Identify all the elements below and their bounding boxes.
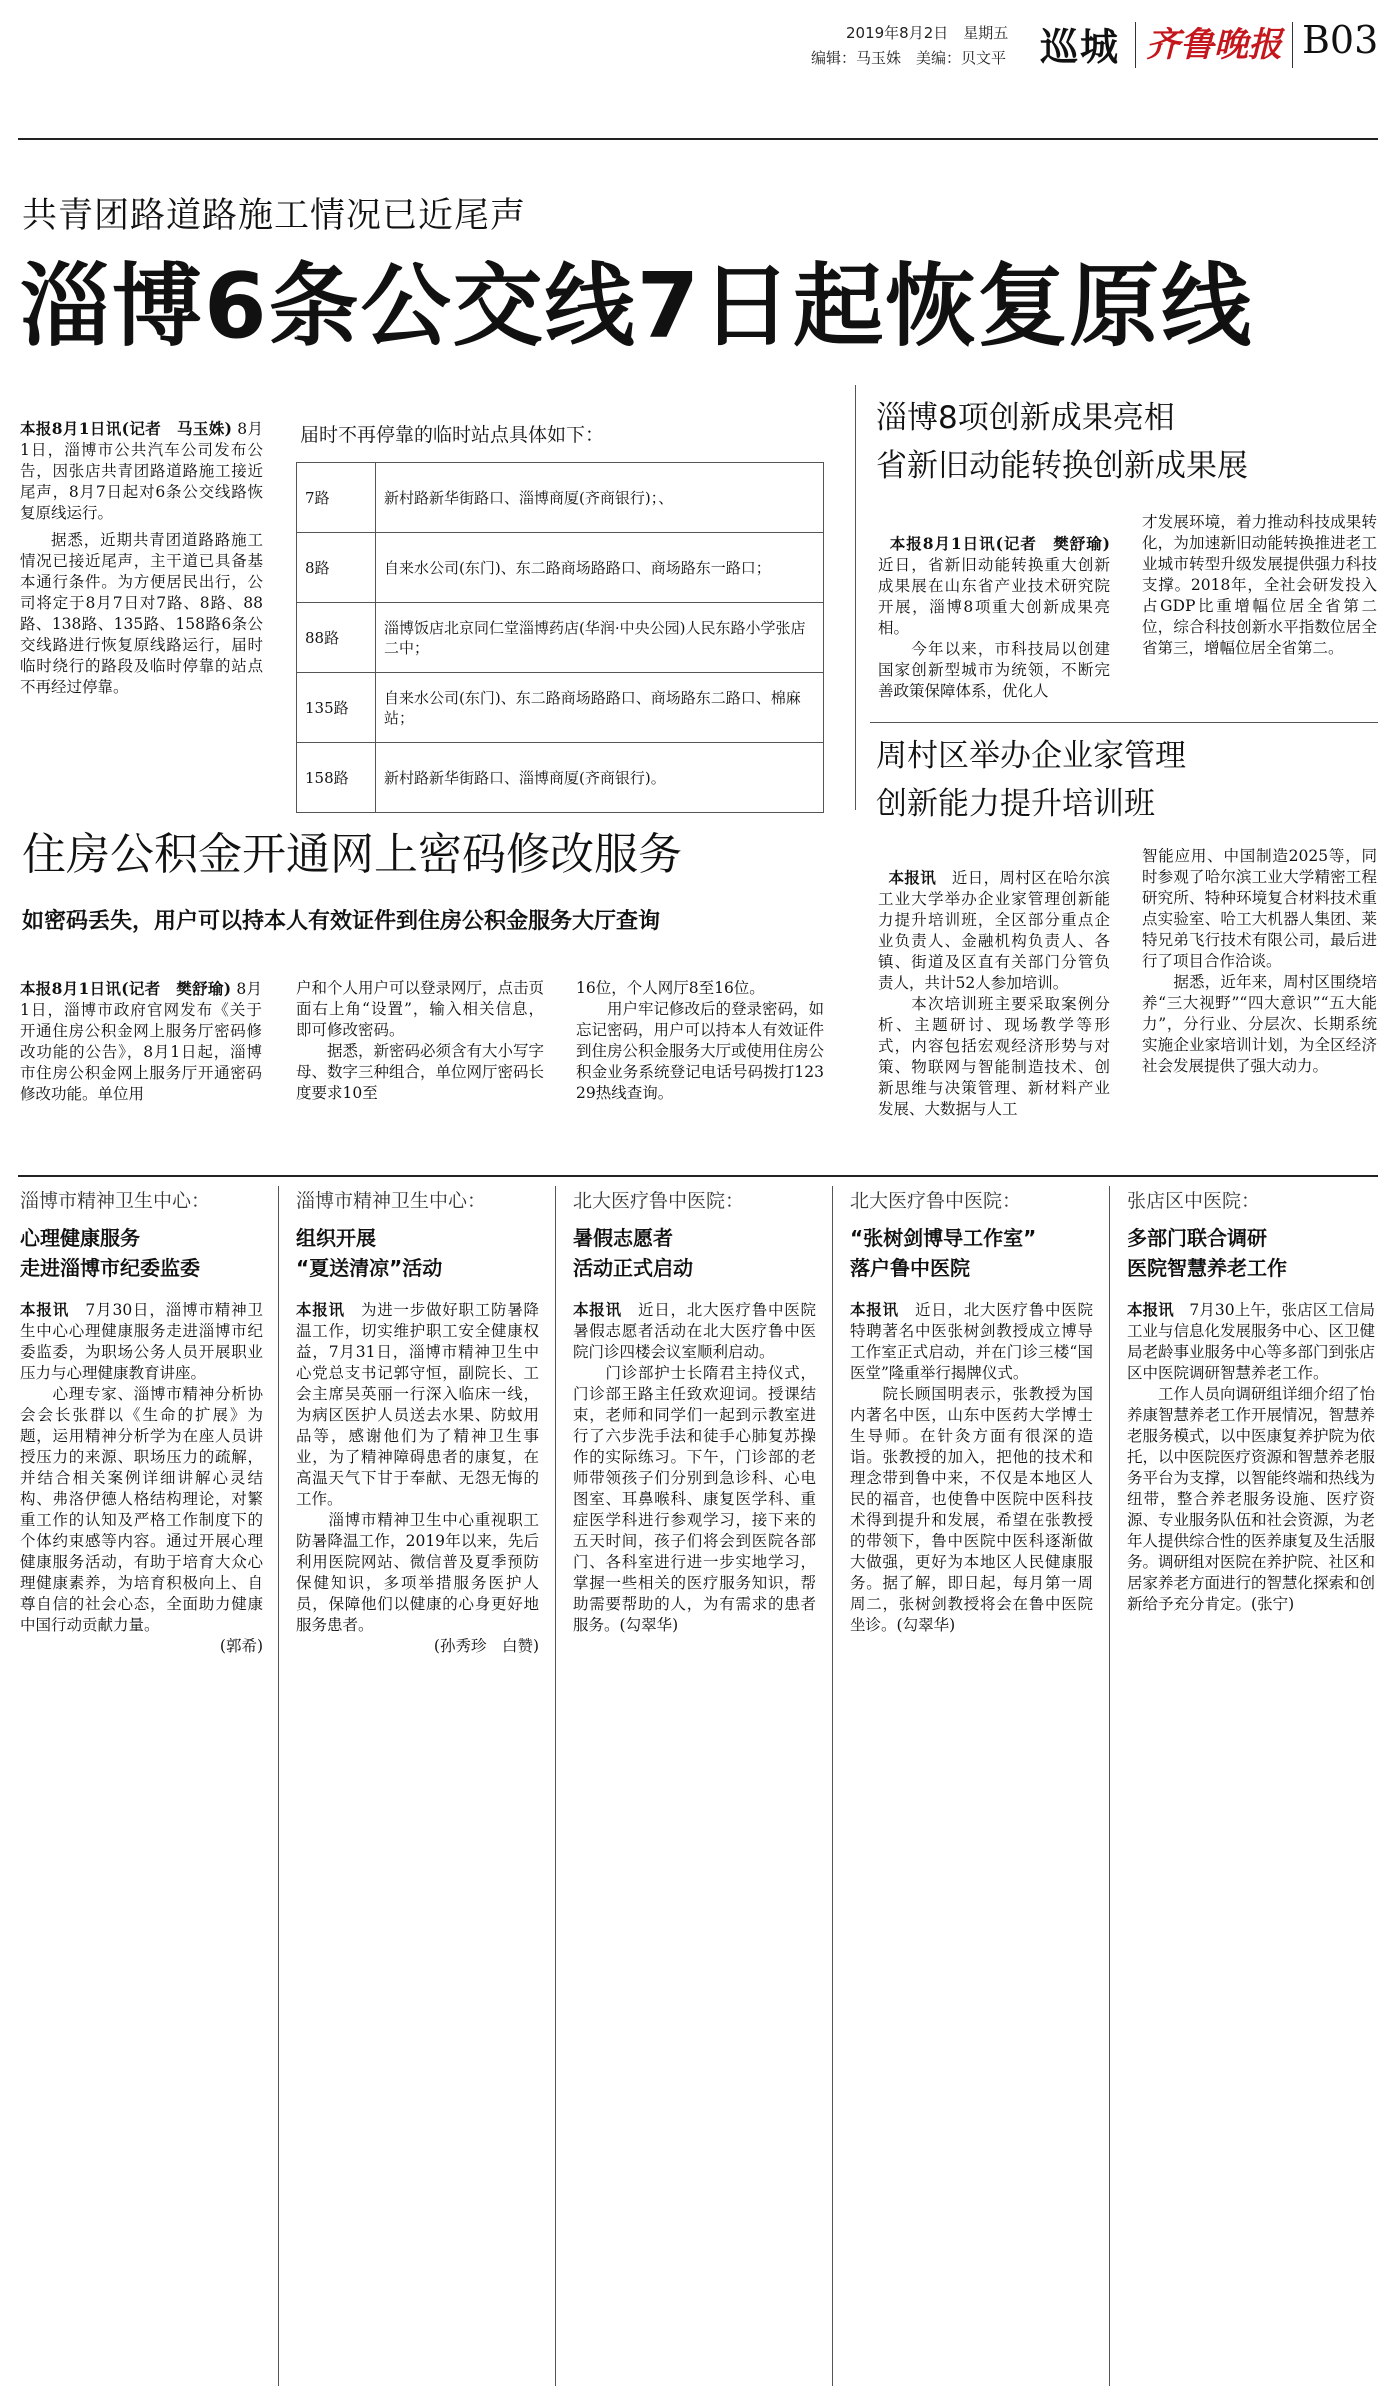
table-row — [297, 673, 824, 743]
table-row — [297, 463, 824, 533]
stops-table — [296, 462, 824, 813]
lead-body — [20, 418, 263, 698]
brief-5 — [1127, 1186, 1375, 1615]
stations-cell: 新村路新华街路口、淄博商厦(齐商银行)。 — [376, 743, 824, 813]
lead-kicker: 共青团路道路施工情况已近尾声 — [22, 196, 527, 236]
brief-2 — [296, 1186, 539, 1657]
table-row — [297, 743, 824, 813]
route-cell: 158路 — [297, 743, 376, 813]
innovation-col-1 — [878, 512, 1110, 702]
innovation-headline-2: 省新旧动能转换创新成果展 — [876, 448, 1248, 484]
brief-head-2: 活动正式启动 — [573, 1256, 693, 1280]
brief-head-1: 多部门联合调研 — [1127, 1226, 1267, 1250]
brief-3 — [573, 1186, 816, 1636]
masthead-divider — [1135, 22, 1136, 68]
stations-cell: 淄博饭店北京同仁堂淄博药店(华润·中央公园)人民东路小学张店二中； — [376, 603, 824, 673]
housing-headline: 住房公积金开通网上密码修改服务 — [22, 829, 682, 880]
brief-head-1: 组织开展 — [296, 1226, 376, 1250]
brief-head-2: 落户鲁中医院 — [850, 1256, 970, 1280]
stops-table-title: 届时不再停靠的临时站点具体如下： — [300, 424, 605, 446]
brief-head-2: 走进淄博市纪委监委 — [20, 1256, 200, 1280]
brief-lead: 本报讯 — [296, 1300, 345, 1319]
brief-body — [1127, 1299, 1375, 1615]
brief-lead: 本报讯 — [850, 1300, 899, 1319]
zhoucun-col-2: 智能应用、中国制造2025等，同时参观了哈尔滨工业大学精密工程研究所、特种环境复合材料技术重点实验室、哈工大机器人集团、莱特兄弟飞行技术有限公司，最后进行了项目合作洽谈。 据悉，近年来，周村区围绕培养“三大视野”“四大意识”“五大能力”，分行业、分层次、长期系统实施企业家培训计划，为全区经济社会发展提供了强大动力。 — [1142, 847, 1377, 1075]
route-cell: 88路 — [297, 603, 376, 673]
brief-lead: 本报讯 — [1127, 1300, 1174, 1319]
zhoucun-headline-2: 创新能力提升培训班 — [876, 786, 1155, 822]
lead-paragraph-1: 8月1日，淄博市公共汽车公司发布公告，因张店共青团路道路施工接近尾声，8月7日起对6条公交线路恢复原线运行。 — [20, 420, 263, 522]
masthead-rule — [18, 138, 1378, 140]
brief-head-2: “夏送清凉”活动 — [296, 1256, 443, 1280]
innovation-text-1: 近日，省新旧动能转换重大创新成果展在山东省产业技术研究院开展，淄博8项重大创新成果亮相。 今年以来，市科技局以创建国家创新型城市为统领，不断完善政策保障体系，优化人 — [878, 556, 1110, 700]
stations-cell: 自来水公司(东门)、东二路商场路路口、商场路东一路口； — [376, 533, 824, 603]
brief-byline: (张宁) — [1251, 1595, 1295, 1613]
brief-byline: (郭希) — [219, 1637, 263, 1655]
brief-byline: (勾翠华) — [619, 1616, 679, 1634]
housing-col-1 — [20, 978, 262, 1105]
brief-byline: (孙秀珍 白赞) — [433, 1637, 539, 1655]
brief-body — [850, 1299, 1093, 1636]
brief-kicker: 北大医疗鲁中医院： — [850, 1190, 1022, 1212]
section-rule — [870, 722, 1378, 723]
zhoucun-headline-1: 周村区举办企业家管理 — [876, 738, 1186, 774]
lead-paragraph-2: 据悉，近期共青团道路路施工情况已接近尾声，主干道已具备基本通行条件。为方便居民出行，公司将定于8月7日对7路、8路、88路、138路、135路、158路6条公交线路进行恢复原线路运行，届时临时绕行的路段及临时停靠的站点不再经过停靠。 — [20, 531, 263, 696]
table-row — [297, 603, 824, 673]
lead-dateline: 本报8月1日讯(记者 马玉姝) — [20, 419, 232, 438]
zhoucun-col-1 — [878, 846, 1110, 1120]
innovation-headline-1: 淄博8项创新成果亮相 — [876, 400, 1175, 436]
table-row — [297, 533, 824, 603]
brief-1 — [20, 1186, 263, 1657]
masthead-divider-2 — [1292, 22, 1293, 68]
column-divider — [855, 385, 856, 810]
brief-lead: 本报讯 — [573, 1300, 622, 1319]
route-cell: 7路 — [297, 463, 376, 533]
column-divider — [555, 1186, 556, 2386]
innovation-dateline: 本报8月1日讯(记者 樊舒瑜) — [889, 534, 1110, 553]
brief-kicker: 淄博市精神卫生中心： — [20, 1190, 211, 1212]
issue-date: 2019年8月2日 星期五 — [846, 24, 1009, 42]
column-divider — [832, 1186, 833, 2386]
editor-credits: 编辑：马玉姝 美编：贝文平 — [811, 49, 1007, 67]
brief-text: 近日，北大医疗鲁中医院特聘著名中医张树剑教授成立博导工作室正式启动，并在门诊三楼“国医堂”隆重举行揭牌仪式。 院长顾国明表示，张教授为国内著名中医，山东中医药大学博士生导师。在针灸方面有很深的造诣。张教授的加入，把他的技术和理念带到鲁中来，不仅是本地区人民的福音，也使鲁中医院中医科技术得到提升和发展，希望在张教授的带领下，鲁中医院中医科逐渐做大做强，更好为本地区人民健康服务。据了解，即日起，每月第一周周二，张树剑教授将会在鲁中医院坐诊。 — [850, 1301, 1093, 1634]
newspaper-logo: 齐鲁晚报 — [1146, 25, 1282, 65]
page-number: B03 — [1302, 18, 1379, 62]
brief-text: 为进一步做好职工防暑降温工作，切实维护职工安全健康权益，7月31日，淄博市精神卫生中心党总支书记郭守恒，副院长、工会主席吴英丽一行深入临床一线，为病区医护人员送去水果、防蚊用品等，感谢他们为了精神卫生事业，为了精神障碍患者的康复，在高温天气下甘于奉献、无怨无悔的工作。 淄博市精神卫生中心重视职工防暑降温工作，2019年以来，先后利用医院网站、微信普及夏季预防保健知识，多项举措服务医护人员，保障他们以健康的心身更好地服务患者。 — [296, 1301, 539, 1634]
zhoucun-lead: 本报讯 — [888, 868, 937, 887]
brief-head-1: 暑假志愿者 — [573, 1226, 673, 1250]
zhoucun-text-1: 近日，周村区在哈尔滨工业大学举办企业家管理创新能力提升培训班，全区部分重点企业负责人、金融机构负责人、各镇、街道及区直有关部门分管负责人，共计52人参加培训。 本次培训班主要采取案例分析、主题研讨、现场教学等形式，内容包括宏观经济形势与对策、物联网与智能制造技术、创新思维与决策管理、新材料产业发展、大数据与人工 — [878, 869, 1110, 1118]
brief-kicker: 淄博市精神卫生中心： — [296, 1190, 487, 1212]
brief-kicker: 北大医疗鲁中医院： — [573, 1190, 745, 1212]
brief-body — [296, 1299, 539, 1636]
stations-cell: 新村路新华街路口、淄博商厦(齐商银行)；、 — [376, 463, 824, 533]
innovation-col-2: 才发展环境，着力推动科技成果转化，为加速新旧动能转换推进老工业城市转型升级发展提供强力科技支撑。2018年，全社会研发投入占GDP比重增幅位居全省第二位，综合科技创新水平指数位居全省第三，增幅位居全省第二。 — [1142, 513, 1377, 657]
brief-lead: 本报讯 — [20, 1300, 70, 1319]
briefs-rule — [18, 1175, 1378, 1177]
brief-4 — [850, 1186, 1093, 1636]
brief-text: 近日，北大医疗鲁中医院暑假志愿者活动在北大医疗鲁中医院门诊四楼会议室顺利启动。 门诊部护士长隋君主持仪式，门诊部王路主任致欢迎词。授课结束，老师和同学们一起到示教室进行了六步洗手法和徒手心肺复苏操作的实际练习。下午，门诊部的老师带领孩子们分别到急诊科、心电图室、耳鼻喉科、康复医学科、重症医学科进行参观学习，接下来的五天时间，孩子们将会到医院各部门、各科室进行进一步实地学习，掌握一些相关的医疗服务知识，帮助需要帮助的人，为有需求的患者服务。 — [573, 1301, 816, 1634]
brief-head-2: 医院智慧养老工作 — [1127, 1256, 1287, 1280]
brief-body — [573, 1299, 816, 1636]
route-cell: 135路 — [297, 673, 376, 743]
brief-text: 7月30日，淄博市精神卫生中心心理健康服务走进淄博市纪委监委，为职场公务人员开展职业压力与心理健康教育讲座。 心理专家、淄博市精神分析协会会长张群以《生命的扩展》为题，运用精神分析学为在座人员讲授压力的来源、职场压力的疏解，并结合相关案例详细讲解心灵结构、弗洛伊德人格结构理论，对繁重工作的认知及严格工作制度下的个体约束感等内容。通过开展心理健康服务活动，有助于培育大众心理健康素养，为培育积极向上、自尊自信的社会心态，全面助力健康中国行动贡献力量。 — [20, 1301, 263, 1634]
route-cell: 8路 — [297, 533, 376, 603]
brief-head-1: 心理健康服务 — [20, 1226, 140, 1250]
brief-byline: (勾翠华) — [896, 1616, 956, 1634]
stations-cell: 自来水公司(东门)、东二路商场路路口、商场路东二路口、棉麻站； — [376, 673, 824, 743]
column-divider — [278, 1186, 279, 2386]
brief-text: 7月30上午，张店区工信局工业与信息化发展服务中心、区卫健局老龄事业服务中心等多部门到张店区中医院调研智慧养老工作。 工作人员向调研组详细介绍了怡养康智慧养老工作开展情况，智慧养老服务模式，以中医康复养护院为依托，以中医院医疗资源和智慧养老服务平台为支撑，以智能终端和热线为纽带，整合养老服务设施、医疗资源、专业服务队伍和社会资源，为老年人提供综合性的医养康复及生活服务。调研组对医院在养护院、社区和居家养老方面进行的智慧化探索和创新给予充分肯定。 — [1127, 1301, 1376, 1613]
housing-text-1: 8月1日，淄博市政府官网发布《关于开通住房公积金网上服务厅密码修改功能的公告》，8月1日起，淄博市住房公积金网上服务厅开通密码修改功能。单位用 — [20, 980, 262, 1103]
brief-head-1: “张树剑博导工作室” — [850, 1226, 1037, 1250]
brief-kicker: 张店区中医院： — [1127, 1190, 1261, 1212]
housing-dateline: 本报8月1日讯(记者 樊舒瑜) — [20, 979, 232, 998]
column-divider — [1109, 1186, 1110, 2386]
lead-headline: 淄博6条公交线7日起恢复原线 — [20, 254, 1254, 359]
housing-col-2: 户和个人用户可以登录网厅，点击页面右上角“设置”，输入相关信息，即可修改密码。 据悉，新密码必须含有大小写字母、数字三种组合，单位网厅密码长度要求10至 — [296, 979, 545, 1102]
brief-body — [20, 1299, 263, 1636]
housing-subhead: 如密码丢失，用户可以持本人有效证件到住房公积金服务大厅查询 — [22, 909, 661, 934]
housing-col-3: 16位，个人网厅8至16位。 用户牢记修改后的登录密码，如忘记密码，用户可以持本人有效证件到住房公积金服务大厅或使用住房公积金业务系统登记电话号码拨打12329热线查询。 — [576, 979, 825, 1102]
section-name: 巡城 — [1040, 25, 1121, 69]
